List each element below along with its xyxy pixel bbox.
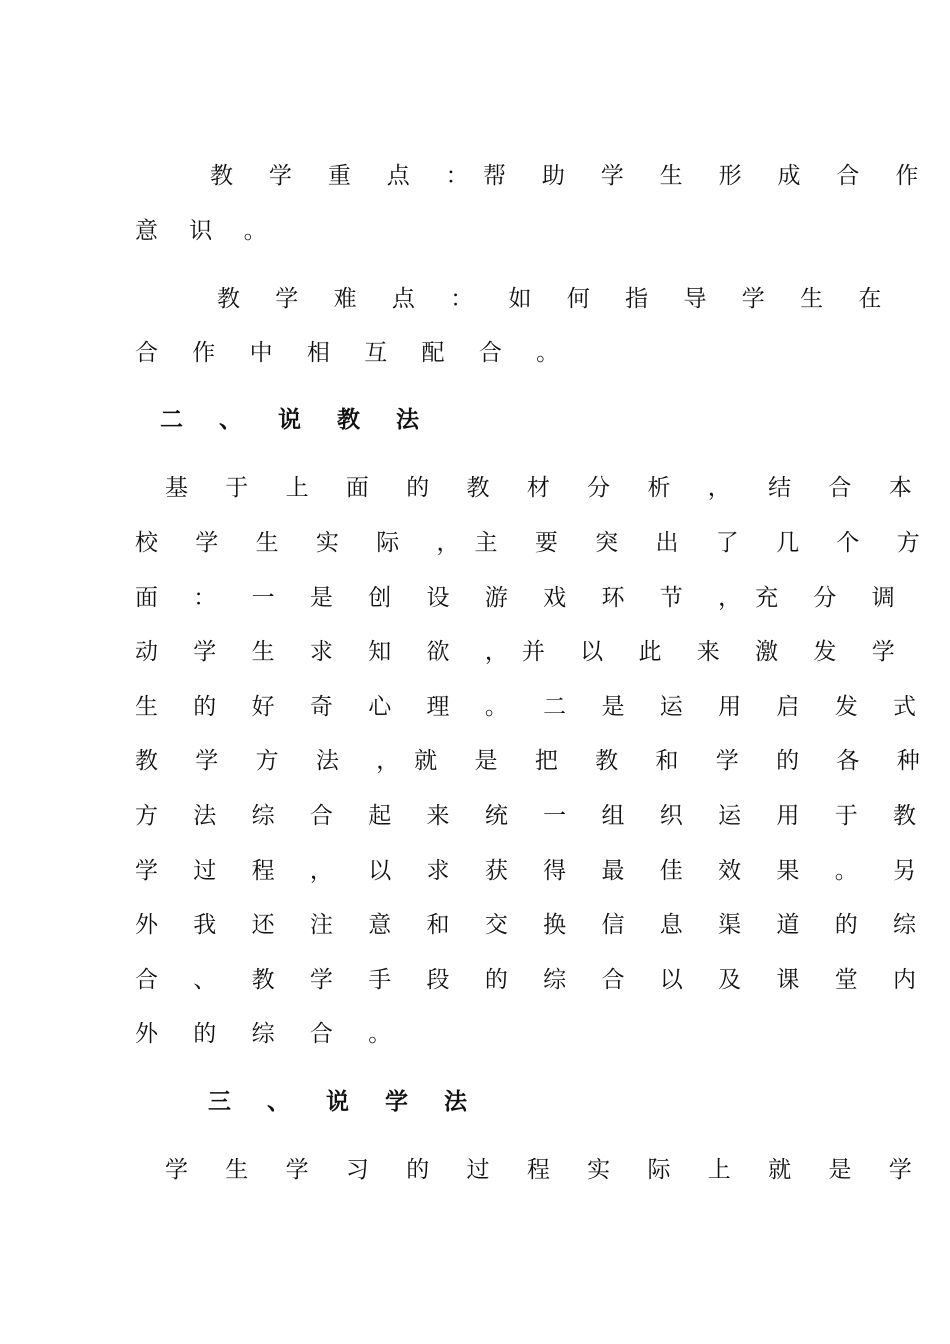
teaching-method-line-9: 外 我 还 注 意 和 交 换 信 息 渠 道 的 综 — [135, 912, 931, 938]
learning-method-line-1: 学 生 学 习 的 过 程 实 际 上 就 是 学 — [165, 1157, 927, 1183]
teaching-method-line-8: 学 过 程 ， 以 求 获 得 最 佳 效 果 。 另 — [135, 858, 931, 884]
teaching-method-line-7: 方 法 综 合 起 来 统 一 组 织 运 用 于 教 — [135, 803, 931, 829]
teaching-method-line-3: 面 ： 一 是 创 设 游 戏 环 节 ，充 分 调 — [135, 585, 909, 611]
teaching-method-line-11: 外 的 综 合 。 — [135, 1021, 406, 1047]
teaching-method-line-1: 基 于 上 面 的 教 材 分 析 ， 结 合 本 — [165, 475, 927, 501]
teaching-method-line-5: 生 的 好 奇 心 理 。 二 是 运 用 启 发 式 — [135, 694, 931, 720]
teaching-method-line-6: 教 学 方 法 ，就 是 把 教 和 学 的 各 种 — [135, 748, 935, 774]
difficulty-line-2: 合 作 中 相 互 配 合 。 — [135, 340, 573, 366]
teaching-method-line-4: 动 学 生 求 知 欲 ，并 以 此 来 激 发 学 — [135, 639, 909, 665]
section-heading-learning-method: 三 、 说 学 法 — [208, 1089, 482, 1115]
section-heading-teaching-method: 二 、 说 教 法 — [160, 407, 434, 433]
key-point-line-1: 教 学 重 点 ：帮 助 学 生 形 成 合 作 — [210, 163, 933, 189]
teaching-method-line-2: 校 学 生 实 际 ，主 要 突 出 了 几 个 方 — [135, 530, 935, 556]
teaching-method-line-10: 合 、 教 学 手 段 的 综 合 以 及 课 堂 内 — [135, 967, 931, 993]
key-point-line-2: 意 识 。 — [135, 218, 279, 244]
difficulty-line-1: 教 学 难 点 ： 如 何 指 导 学 生 在 — [217, 286, 896, 312]
